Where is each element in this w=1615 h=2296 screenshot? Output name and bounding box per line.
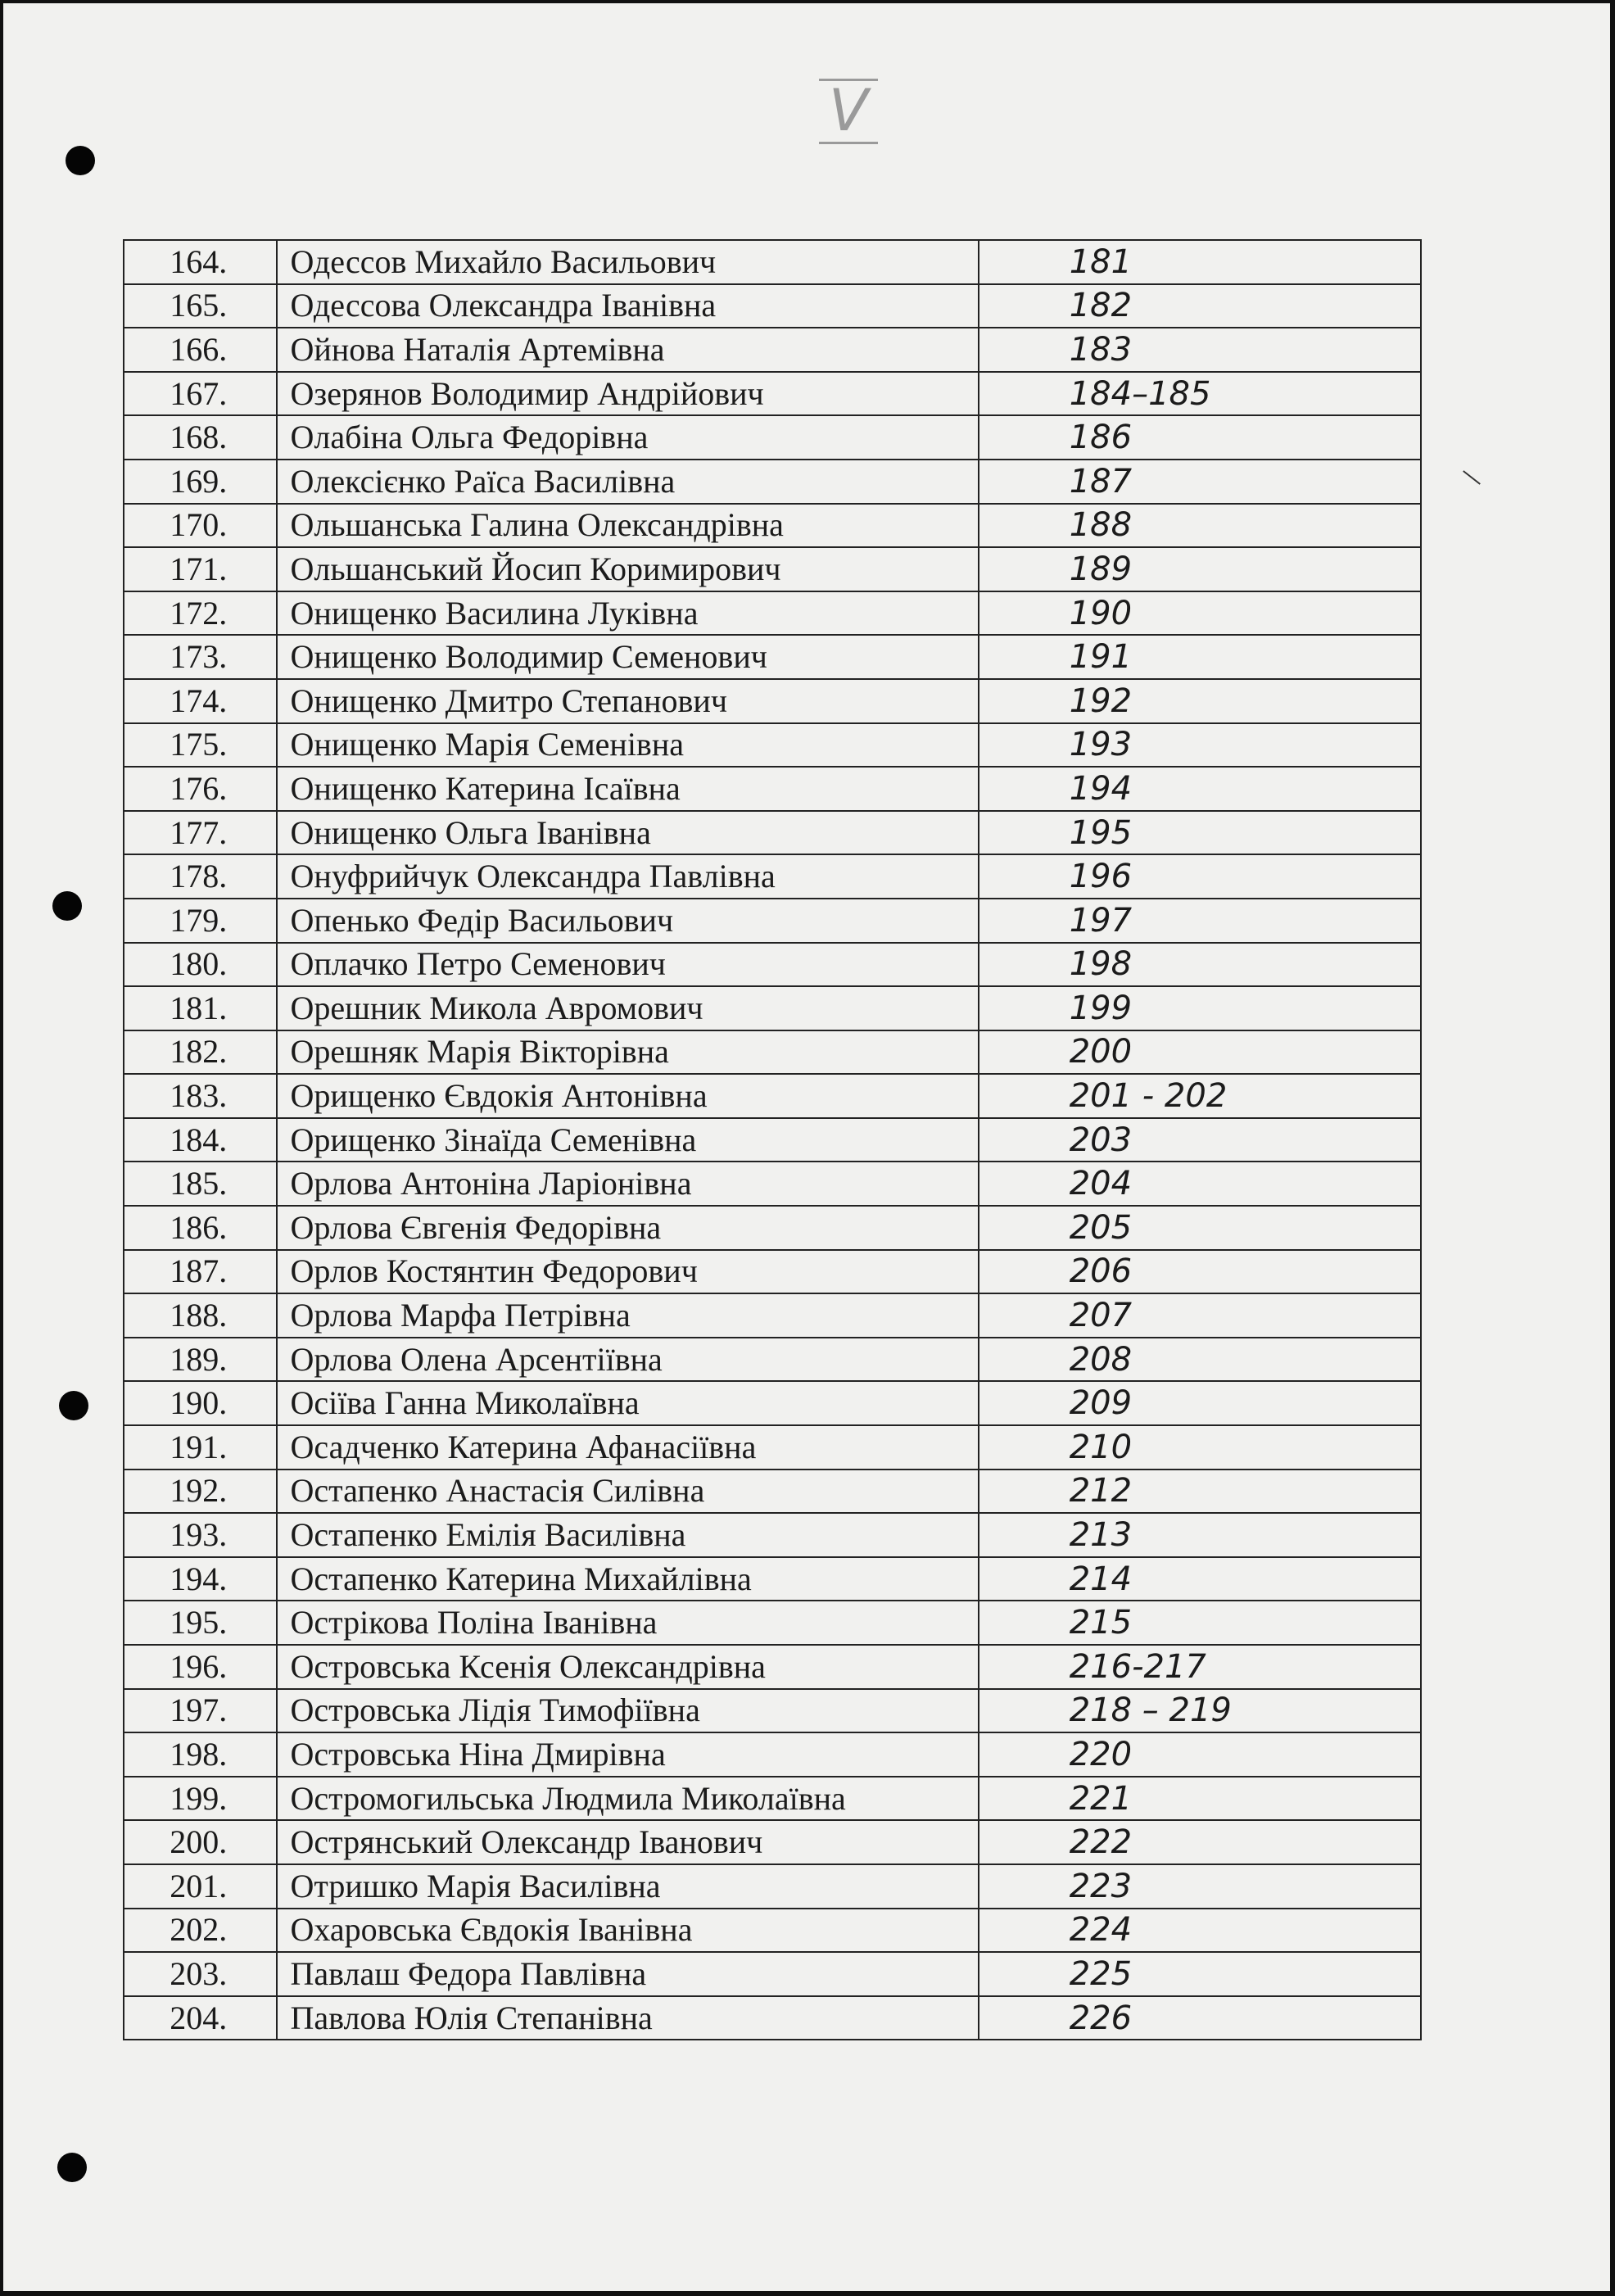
table-row <box>124 1425 1421 1470</box>
row-number: 193. <box>124 1513 277 1557</box>
person-name: Ольшанська Галина Олександрівна <box>277 504 979 548</box>
row-number: 175. <box>124 723 277 768</box>
row-number: 189. <box>124 1338 277 1382</box>
row-number: 170. <box>124 504 277 548</box>
row-number: 188. <box>124 1293 277 1338</box>
table-row <box>124 1118 1421 1162</box>
person-name: Охаровська Євдокія Іванівна <box>277 1909 979 1953</box>
punch-hole <box>66 146 95 175</box>
row-number: 172. <box>124 591 277 636</box>
row-number: 200. <box>124 1820 277 1864</box>
records-table-body <box>124 240 1421 2040</box>
row-number: 199. <box>124 1777 277 1821</box>
row-number: 190. <box>124 1381 277 1425</box>
page-ref: 199 <box>979 986 1421 1030</box>
row-number: 182. <box>124 1030 277 1075</box>
page-ref: 221 <box>979 1777 1421 1821</box>
table-row <box>124 284 1421 328</box>
table-row <box>124 679 1421 723</box>
table-row <box>124 1470 1421 1514</box>
page-ref: 195 <box>979 811 1421 855</box>
page-ref: 197 <box>979 899 1421 943</box>
person-name: Отришко Марія Василівна <box>277 1864 979 1909</box>
person-name: Остапенко Катерина Михайлівна <box>277 1557 979 1601</box>
page-ref: 209 <box>979 1381 1421 1425</box>
table-row <box>124 1689 1421 1733</box>
table-row <box>124 1338 1421 1382</box>
page-ref: 189 <box>979 547 1421 591</box>
page-ref: 191 <box>979 635 1421 679</box>
page-ref: 220 <box>979 1732 1421 1777</box>
page-ref: 187 <box>979 460 1421 504</box>
table-row <box>124 899 1421 943</box>
row-number: 196. <box>124 1645 277 1689</box>
page-ref: 218 – 219 <box>979 1689 1421 1733</box>
table-row <box>124 1293 1421 1338</box>
row-number: 173. <box>124 635 277 679</box>
person-name: Острянський Олександр Іванович <box>277 1820 979 1864</box>
row-number: 202. <box>124 1909 277 1953</box>
person-name: Олабіна Ольга Федорівна <box>277 415 979 460</box>
table-row <box>124 1996 1421 2040</box>
header-mark: V <box>819 79 878 144</box>
person-name: Ойнова Наталія Артемівна <box>277 328 979 372</box>
table-row <box>124 723 1421 768</box>
person-name: Орлова Марфа Петрівна <box>277 1293 979 1338</box>
person-name: Орлова Антоніна Ларіонівна <box>277 1162 979 1206</box>
row-number: 179. <box>124 899 277 943</box>
table-row <box>124 328 1421 372</box>
row-number: 165. <box>124 284 277 328</box>
table-row <box>124 854 1421 899</box>
page-ref: 208 <box>979 1338 1421 1382</box>
row-number: 181. <box>124 986 277 1030</box>
records-table <box>123 239 1422 2040</box>
person-name: Олексієнко Раїса Василівна <box>277 460 979 504</box>
page-ref: 200 <box>979 1030 1421 1075</box>
table-row <box>124 460 1421 504</box>
person-name: Павлаш Федора Павлівна <box>277 1952 979 1996</box>
table-row <box>124 591 1421 636</box>
table-row <box>124 635 1421 679</box>
person-name: Онищенко Володимир Семенович <box>277 635 979 679</box>
page-ref: 205 <box>979 1206 1421 1250</box>
person-name: Одессова Олександра Іванівна <box>277 284 979 328</box>
page-ref: 207 <box>979 1293 1421 1338</box>
table-row <box>124 1645 1421 1689</box>
table-row <box>124 1162 1421 1206</box>
row-number: 184. <box>124 1118 277 1162</box>
page-ref: 198 <box>979 943 1421 987</box>
person-name: Остапенко Емілія Василівна <box>277 1513 979 1557</box>
person-name: Остапенко Анастасія Силівна <box>277 1470 979 1514</box>
page-ref: 194 <box>979 767 1421 811</box>
person-name: Острікова Поліна Іванівна <box>277 1601 979 1645</box>
row-number: 191. <box>124 1425 277 1470</box>
person-name: Одессов Михайло Васильович <box>277 240 979 284</box>
person-name: Оплачко Петро Семенович <box>277 943 979 987</box>
row-number: 180. <box>124 943 277 987</box>
table-row <box>124 1381 1421 1425</box>
person-name: Онищенко Марія Семенівна <box>277 723 979 768</box>
page-ref: 214 <box>979 1557 1421 1601</box>
row-number: 174. <box>124 679 277 723</box>
table-row <box>124 1777 1421 1821</box>
page-ref: 212 <box>979 1470 1421 1514</box>
row-number: 176. <box>124 767 277 811</box>
row-number: 166. <box>124 328 277 372</box>
person-name: Онищенко Катерина Ісаївна <box>277 767 979 811</box>
person-name: Орлова Євгенія Федорівна <box>277 1206 979 1250</box>
person-name: Осіїва Ганна Миколаївна <box>277 1381 979 1425</box>
table-row <box>124 1030 1421 1075</box>
page-ref: 203 <box>979 1118 1421 1162</box>
row-number: 171. <box>124 547 277 591</box>
page-ref: 186 <box>979 415 1421 460</box>
table-row <box>124 547 1421 591</box>
person-name: Островська Лідія Тимофіївна <box>277 1689 979 1733</box>
table-row <box>124 240 1421 284</box>
table-row <box>124 986 1421 1030</box>
row-number: 197. <box>124 1689 277 1733</box>
person-name: Озерянов Володимир Андрійович <box>277 372 979 416</box>
page-ref: 196 <box>979 854 1421 899</box>
table-row <box>124 372 1421 416</box>
table-row <box>124 1732 1421 1777</box>
table-row <box>124 1074 1421 1118</box>
row-number: 164. <box>124 240 277 284</box>
person-name: Онуфрийчук Олександра Павлівна <box>277 854 979 899</box>
person-name: Ольшанський Йосип Коримирович <box>277 547 979 591</box>
page-ref: 182 <box>979 284 1421 328</box>
row-number: 194. <box>124 1557 277 1601</box>
page-ref: 204 <box>979 1162 1421 1206</box>
row-number: 203. <box>124 1952 277 1996</box>
table-row <box>124 1820 1421 1864</box>
row-number: 177. <box>124 811 277 855</box>
table-row <box>124 811 1421 855</box>
row-number: 185. <box>124 1162 277 1206</box>
page-ref: 206 <box>979 1250 1421 1294</box>
person-name: Осадченко Катерина Афанасіївна <box>277 1425 979 1470</box>
page-ref: 193 <box>979 723 1421 768</box>
row-number: 178. <box>124 854 277 899</box>
punch-hole <box>59 1391 88 1420</box>
table-row <box>124 767 1421 811</box>
person-name: Орищенко Євдокія Антонівна <box>277 1074 979 1118</box>
row-number: 169. <box>124 460 277 504</box>
page-ref: 224 <box>979 1909 1421 1953</box>
table-row <box>124 1206 1421 1250</box>
table-row <box>124 1513 1421 1557</box>
table-row <box>124 1864 1421 1909</box>
page-ref: 190 <box>979 591 1421 636</box>
table-row <box>124 943 1421 987</box>
row-number: 168. <box>124 415 277 460</box>
page-ref: 223 <box>979 1864 1421 1909</box>
person-name: Орлов Костянтин Федорович <box>277 1250 979 1294</box>
page-ref: 188 <box>979 504 1421 548</box>
person-name: Орешник Микола Авромович <box>277 986 979 1030</box>
page-ref: 226 <box>979 1996 1421 2040</box>
person-name: Остромогильська Людмила Миколаївна <box>277 1777 979 1821</box>
table-row <box>124 1952 1421 1996</box>
table-row <box>124 504 1421 548</box>
row-number: 198. <box>124 1732 277 1777</box>
page-ref: 210 <box>979 1425 1421 1470</box>
pen-tick <box>1463 470 1481 485</box>
person-name: Орищенко Зінаїда Семенівна <box>277 1118 979 1162</box>
page-ref: 192 <box>979 679 1421 723</box>
page-ref: 201 - 202 <box>979 1074 1421 1118</box>
person-name: Онищенко Дмитро Степанович <box>277 679 979 723</box>
row-number: 187. <box>124 1250 277 1294</box>
page-ref: 183 <box>979 328 1421 372</box>
punch-hole <box>52 891 82 921</box>
row-number: 204. <box>124 1996 277 2040</box>
person-name: Онищенко Ольга Іванівна <box>277 811 979 855</box>
person-name: Островська Ксенія Олександрівна <box>277 1645 979 1689</box>
row-number: 195. <box>124 1601 277 1645</box>
table-row <box>124 1250 1421 1294</box>
page-ref: 181 <box>979 240 1421 284</box>
page-ref: 225 <box>979 1952 1421 1996</box>
table-row <box>124 1557 1421 1601</box>
person-name: Онищенко Василина Луківна <box>277 591 979 636</box>
table-row <box>124 415 1421 460</box>
document-page <box>3 3 1610 2291</box>
row-number: 192. <box>124 1470 277 1514</box>
row-number: 183. <box>124 1074 277 1118</box>
person-name: Павлова Юлія Степанівна <box>277 1996 979 2040</box>
page-ref: 222 <box>979 1820 1421 1864</box>
person-name: Островська Ніна Дмирівна <box>277 1732 979 1777</box>
table-row <box>124 1909 1421 1953</box>
person-name: Орешняк Марія Вікторівна <box>277 1030 979 1075</box>
punch-hole <box>57 2153 87 2182</box>
table-row <box>124 1601 1421 1645</box>
row-number: 167. <box>124 372 277 416</box>
person-name: Опенько Федір Васильович <box>277 899 979 943</box>
page-ref: 184–185 <box>979 372 1421 416</box>
page-ref: 216-217 <box>979 1645 1421 1689</box>
row-number: 186. <box>124 1206 277 1250</box>
row-number: 201. <box>124 1864 277 1909</box>
page-ref: 213 <box>979 1513 1421 1557</box>
page-ref: 215 <box>979 1601 1421 1645</box>
person-name: Орлова Олена Арсентіївна <box>277 1338 979 1382</box>
